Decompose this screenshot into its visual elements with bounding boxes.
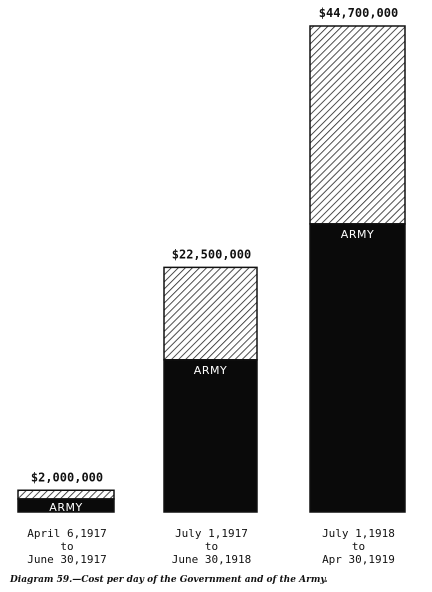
category-label-2-line-3: June 30,1918 [171,553,252,566]
category-label-2-line-2: to [204,540,219,553]
chart-caption: Diagram 59.—Cost per day of the Government and of the Army. [10,575,328,585]
bar-army-3 [310,224,405,512]
total-label-3: $44,700,000 [318,6,399,20]
bar-army-2 [164,360,257,512]
bar-hatched-2 [164,267,257,359]
total-label-1: $2,000,000 [30,470,104,485]
category-label-3-line-2: to [351,540,366,553]
bar-hatched-1 [18,490,114,499]
category-label-1-line-3: June 30,1917 [27,553,107,566]
category-label-3-line-3: Apr 30,1919 [322,553,395,566]
category-label-1-line-1: April 6,1917 [27,527,107,540]
army-label-3: ARMY [340,227,375,241]
bar-hatched-3 [310,26,405,224]
category-label-3-line-1: July 1,1918 [322,527,395,540]
category-label-2-line-1: July 1,1917 [175,527,248,540]
army-label-1: ARMY [49,501,83,514]
bars-group [18,26,405,512]
army-label-2: ARMY [193,363,228,377]
category-label-1-line-2: to [60,540,74,553]
total-label-2: $22,500,000 [171,247,252,262]
